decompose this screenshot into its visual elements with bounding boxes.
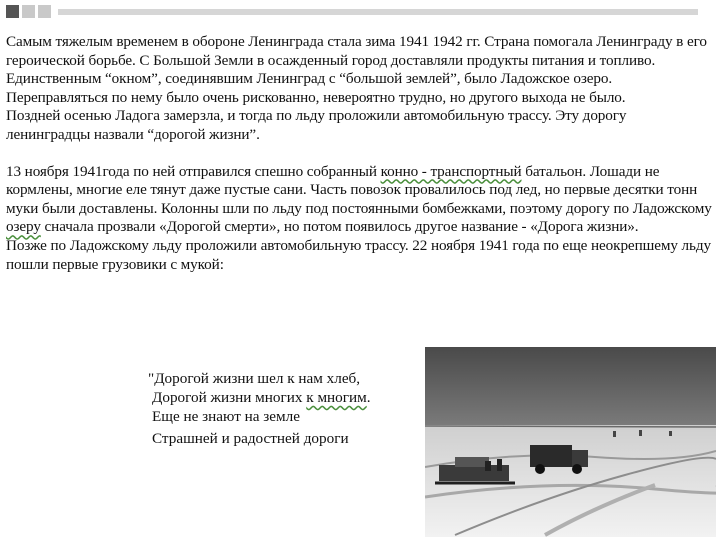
poem-line: Дорогой жизни многих к многим.	[152, 389, 371, 406]
poem-line: "Дорогой жизни шел к нам хлеб,	[148, 370, 361, 387]
paragraph: Позже по Ладожскому льду проложили автомобильную трассу. 22 ноября 1941 года по еще неокрепшему льду пошли первые грузовики с мукой:	[6, 236, 711, 273]
poem	[148, 369, 371, 448]
poem-line: Еще не знают на земле	[152, 408, 300, 425]
paragraph: Переправляться по нему было очень рискованно, невероятно трудно, но другого выхода не было.	[6, 88, 626, 106]
poem-line: Страшней и радостней дороги	[152, 430, 349, 447]
top-decoration-bar	[0, 0, 720, 28]
spellcheck-underline: озеру	[6, 218, 41, 236]
decor-stripe	[58, 9, 698, 15]
decor-square	[38, 5, 51, 18]
slide-body-text	[6, 33, 714, 274]
paragraph: Самым тяжелым временем в обороне Ленинграда стала зима 1941 1942 гг. Страна помогала Ленинграду в его героической борьбе. С Большой Земли в осажденный город доставляли продукты питания и топливо. Единственным “окном”, соединявшим Ленинград с “большой землей”, было Ладожское озеро.	[6, 33, 707, 88]
spellcheck-underline: к многим	[306, 389, 367, 406]
spellcheck-underline: конно - транспортный	[380, 162, 522, 180]
paragraph: Поздней осенью Ладога замерзла, и тогда по льду проложили автомобильную трассу. Эту дорогу ленинградцы назвали “дорогой жизни”.	[6, 107, 627, 143]
decor-square	[22, 5, 35, 18]
decor-square	[6, 5, 19, 18]
ice-road-photo	[425, 347, 716, 537]
paragraph: 13 ноября 1941года по ней отправился спешно собранный конно - транспортный батальон. Лошади не кормлены, многие еле тянут даже пустые сани. Часть повозок провалилось под лед, но первые десятки тонн муки были доставлены. Колонны шли по льду под постоянными бомбежками, поэтому дорогу по Ладожскому озеру сначала прозвали «Дорогой смерти», но потом появилось другое название - «Дорога жизни».	[6, 162, 712, 236]
